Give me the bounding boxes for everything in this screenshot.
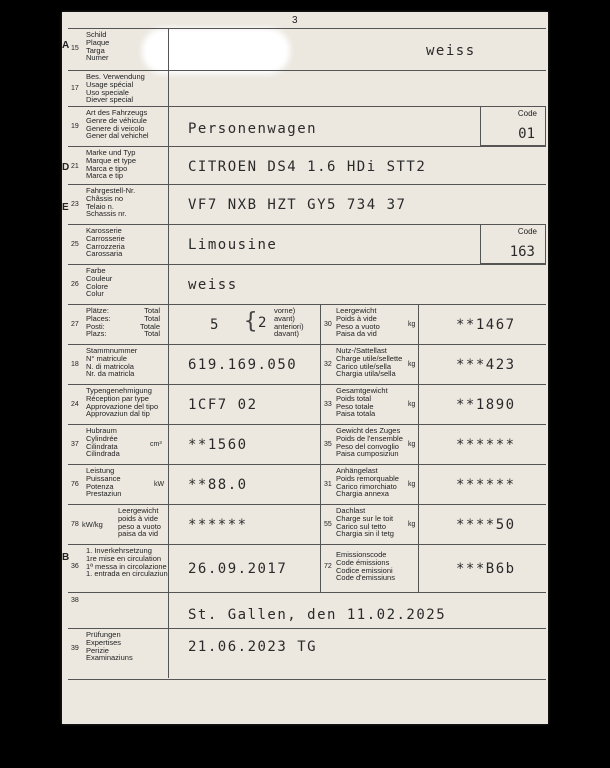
body-label: Karosserie Carrosserie Carrozzeria Carossaria bbox=[86, 226, 125, 259]
seats-total-value: 5 bbox=[210, 317, 220, 333]
payload-label: Nutz-/Sattellast Charge utile/sellette Carico utile/sella Chargia utila/sella bbox=[336, 346, 403, 379]
kwkg-value: ****** bbox=[188, 517, 248, 533]
roof-load-value: ****50 bbox=[456, 517, 516, 533]
make-label: Marke und Typ Marque et type Marca e tipo Marca e tip bbox=[86, 148, 137, 181]
emission-label: Emissionscode Code émissions Codice emissioni Code d'emissiuns bbox=[336, 550, 395, 583]
row-usage: 17 Bes. Verwendung Usage spécial Uso speciale Diever special bbox=[68, 70, 546, 107]
first-registration-value: 26.09.2017 bbox=[188, 561, 288, 577]
usage-label: Bes. Verwendung Usage spécial Uso speciale Diever special bbox=[86, 72, 145, 105]
vehicle-type-code: 01 bbox=[518, 126, 535, 142]
regno-value: 619.169.050 bbox=[188, 357, 298, 373]
seats-front-label: vorne) avant) anteriori) davant) bbox=[274, 306, 304, 339]
seats-brace: { bbox=[244, 309, 259, 334]
make-value: CITROEN DS4 1.6 HDi STT2 bbox=[188, 159, 427, 175]
vehicle-type-value: Personenwagen bbox=[188, 121, 318, 137]
row-inspection: 39 Prüfungen Expertises Perizie Examinaziuns 21.06.2023 TG bbox=[68, 628, 546, 680]
total-weight-label: Gesamtgewicht Poids total Peso totale Paisa totala bbox=[336, 386, 388, 419]
row-vehicle-type: 19 Art des Fahrzeugs Genre de véhicule Genere di veicolo Gener dal vehichel Personenwagen Code 01 bbox=[68, 106, 546, 147]
body-code-box: Code 163 bbox=[480, 225, 546, 264]
train-weight-label: Gewicht des Zuges Poids de l'ensemble Peso del convoglio Paisa cumposiziun bbox=[336, 426, 403, 459]
trailer-load-label: Anhängelast Poids remorquable Carico rimorchiato Chargia annexa bbox=[336, 466, 399, 499]
row-kwkg: 78 kW/kg Leergewicht poids à vide peso a vuoto paisa da vid ****** 55 Dachlast Charge sur le toit Carico sul tetto Chargia sin il tetg kg ****50 bbox=[68, 504, 546, 545]
page-number: 3 bbox=[292, 15, 298, 26]
side-letter-d: D bbox=[62, 162, 70, 173]
inspection-label: Prüfungen Expertises Perizie Examinaziuns bbox=[86, 630, 133, 663]
row-regno: 18 Stammnummer N° matricule N. di matricola Nr. da matricla 619.169.050 32 Nutz-/Sattellast Charge utile/sellette Carico utile/sella Chargia utila/sella kg ***423 bbox=[68, 344, 546, 385]
first-registration-label: 1. Inverkehrsetzung 1re mise en circulation 1ª messa in circolazione 1. entrada en circulaziun bbox=[86, 546, 168, 579]
approval-value: 1CF7 02 bbox=[188, 397, 258, 413]
vehicle-type-label: Art des Fahrzeugs Genre de véhicule Genere di veicolo Gener dal vehichel bbox=[86, 108, 149, 141]
row-color: 26 Farbe Couleur Colore Colur weiss bbox=[68, 264, 546, 305]
row-body: 25 Karosserie Carrosserie Carrozzeria Carossaria Limousine Code 163 bbox=[68, 224, 546, 265]
payload-value: ***423 bbox=[456, 357, 516, 373]
row-power: 76 Leistung Puissance Potenza Prestaziun kW **88.0 31 Anhängelast Poids remorquable Carico rimorchiato Chargia annexa kg ****** bbox=[68, 464, 546, 505]
cc-value: **1560 bbox=[188, 437, 248, 453]
kwkg-label: Leergewicht poids à vide peso a vuoto paisa da vid bbox=[118, 506, 161, 539]
empty-weight-label: Leergewicht Poids à vide Peso a vuoto Paisa da vid bbox=[336, 306, 380, 339]
row-place-date: 38 St. Gallen, den 11.02.2025 bbox=[68, 592, 546, 629]
body-code: 163 bbox=[509, 244, 535, 260]
side-letter-a: A bbox=[62, 40, 70, 51]
power-value: **88.0 bbox=[188, 477, 248, 493]
empty-weight-value: **1467 bbox=[456, 317, 516, 333]
color-value: weiss bbox=[188, 277, 238, 293]
power-label: Leistung Puissance Potenza Prestaziun bbox=[86, 466, 122, 499]
row-approval: 24 Typengenehmigung Réception par type Approvazione del tipo Approvaziun dal tip 1CF7 02 33 Gesamtgewicht Poids total Peso totale Paisa totala kg **1890 bbox=[68, 384, 546, 425]
roof-load-label: Dachlast Charge sur le toit Carico sul tetto Chargia sin il tetg bbox=[336, 506, 394, 539]
row-first-registration: 36 1. Inverkehrsetzung 1re mise en circulation 1ª messa in circolazione 1. entrada en circulaziun 26.09.2017 72 Emissionscode Code émissions Codice emissioni Code d'emissiuns ***B6b bbox=[68, 544, 546, 593]
row-seats: 27 Plätze: Places: Posti: Plazs: Total Total Totale Total 5 { 2 vorne) avant) anteriori) davant) 30 Leergewicht Poids à vide Peso a vuoto Paisa da vid kg **1467 bbox=[68, 304, 546, 345]
seats-front-value: 2 bbox=[258, 315, 268, 331]
chassis-label: Fahrgestell-Nr. Châssis no Telaio n. Schassis nr. bbox=[86, 186, 136, 219]
side-letter-e: E bbox=[62, 202, 69, 213]
row-plate: 15 Schild Plaque Targa Numer weiss bbox=[68, 28, 546, 71]
vehicle-type-code-box: Code 01 bbox=[480, 107, 546, 146]
train-weight-value: ****** bbox=[456, 437, 516, 453]
row-chassis: 23 Fahrgestell-Nr. Châssis no Telaio n. Schassis nr. VF7 NXB HZT GY5 734 37 bbox=[68, 184, 546, 225]
seats-total-label: Total Total Totale Total bbox=[140, 306, 161, 339]
place-date-value: St. Gallen, den 11.02.2025 bbox=[188, 607, 447, 623]
row-make: 21 Marke und Typ Marque et type Marca e tipo Marca e tip CITROEN DS4 1.6 HDi STT2 bbox=[68, 146, 546, 185]
plate-value: weiss bbox=[426, 43, 476, 59]
color-label: Farbe Couleur Colore Colur bbox=[86, 266, 113, 299]
chassis-value: VF7 NXB HZT GY5 734 37 bbox=[188, 197, 407, 213]
cc-label: Hubraum Cylindrée Cilindrata Cilindrada bbox=[86, 426, 120, 459]
vehicle-registration-document bbox=[62, 12, 548, 724]
total-weight-value: **1890 bbox=[456, 397, 516, 413]
body-value: Limousine bbox=[188, 237, 278, 253]
plate-label: Schild Plaque Targa Numer bbox=[86, 30, 110, 63]
emission-value: ***B6b bbox=[456, 561, 516, 577]
regno-label: Stammnummer N° matricule N. di matricola Nr. da matricla bbox=[86, 346, 138, 379]
row-cc: 37 Hubraum Cylindrée Cilindrata Cilindrada cm³ **1560 35 Gewicht des Zuges Poids de l'ensemble Peso del convoglio Paisa cumposiziun kg ****** bbox=[68, 424, 546, 465]
inspection-value: 21.06.2023 TG bbox=[188, 639, 318, 655]
seats-label: Plätze: Places: Posti: Plazs: bbox=[86, 306, 111, 339]
side-letter-b: B bbox=[62, 552, 70, 563]
approval-label: Typengenehmigung Réception par type Approvazione del tipo Approvaziun dal tip bbox=[86, 386, 159, 419]
trailer-load-value: ****** bbox=[456, 477, 516, 493]
